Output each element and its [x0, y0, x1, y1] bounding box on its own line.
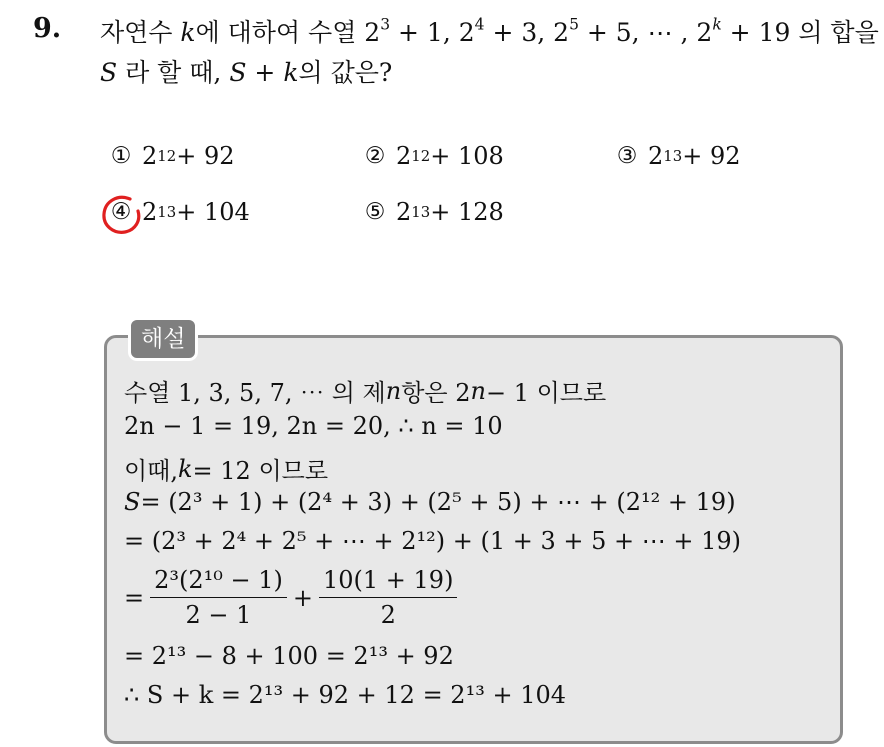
- choice-marker: ①: [110, 143, 132, 169]
- fraction-1: [150, 566, 287, 629]
- var-S: S: [100, 58, 118, 87]
- var-S: S: [229, 58, 247, 87]
- solution-line-1: [124, 373, 606, 408]
- text: 2: [142, 142, 158, 170]
- choice-1[interactable]: ① 2 12 + 92: [108, 142, 235, 170]
- solution-tag: 해설: [128, 317, 198, 361]
- numerator: 2³(2¹⁰ − 1): [150, 566, 287, 598]
- text: 의 값은?: [298, 58, 393, 87]
- choice-5[interactable]: ⑤ 2 13 + 128: [362, 198, 504, 226]
- text: + 92: [682, 142, 741, 170]
- text: + 92: [176, 142, 235, 170]
- equals-sign: =: [124, 583, 145, 612]
- text: 2: [142, 198, 158, 226]
- text: + 108: [430, 142, 504, 170]
- text: + 3, 2: [484, 18, 570, 47]
- answer-circle-icon: [100, 193, 144, 237]
- exponent: k: [712, 15, 722, 34]
- text: 2: [648, 142, 664, 170]
- solution-line-8: ∴ S + k = 2¹³ + 92 + 12 = 2¹³ + 104: [124, 681, 566, 709]
- solution-line-3: [124, 451, 328, 486]
- text: 에 대하여 수열 2: [195, 18, 381, 47]
- var-S: S: [124, 488, 141, 516]
- problem-number: 9.: [33, 13, 62, 44]
- denominator: 2: [380, 601, 396, 629]
- text: + 1, 2: [390, 18, 475, 47]
- solution-line-7: = 2¹³ − 8 + 100 = 2¹³ + 92: [124, 642, 454, 670]
- choice-2[interactable]: ② 2 12 + 108: [362, 142, 504, 170]
- text: 수열 1, 3, 5, 7, ⋯ 의 제: [124, 379, 386, 407]
- choice-4[interactable]: ④ 2 13 + 104: [108, 198, 250, 226]
- text: + 128: [430, 198, 504, 226]
- text: 항은 2: [401, 379, 471, 407]
- denominator: 2 − 1: [185, 601, 252, 629]
- var-k: k: [283, 58, 299, 87]
- solution-line-4: [124, 488, 736, 516]
- solution-line-5: = (2³ + 2⁴ + 2⁵ + ⋯ + 2¹²) + (1 + 3 + 5 + ⋯ + 19): [124, 527, 742, 555]
- text: + 5, ⋯ , 2: [578, 18, 713, 47]
- numerator: 10(1 + 19): [319, 566, 457, 598]
- var-n: n: [385, 376, 402, 405]
- text: 2: [396, 198, 412, 226]
- problem-line-2: [100, 53, 392, 89]
- text: +: [246, 58, 284, 87]
- var-k: k: [178, 454, 193, 483]
- choice-marker: ⑤: [364, 199, 386, 225]
- choice-marker: ④: [110, 199, 132, 225]
- choice-marker: ③: [616, 143, 638, 169]
- exponent: 4: [474, 15, 485, 34]
- text: 2: [396, 142, 412, 170]
- exponent: 3: [380, 15, 391, 34]
- text: − 1 이므로: [485, 379, 607, 407]
- text: + 104: [176, 198, 250, 226]
- choice-marker: ②: [364, 143, 386, 169]
- exponent: 5: [569, 15, 579, 34]
- text: 라 할 때,: [117, 58, 230, 87]
- solution-line-6: [124, 566, 463, 629]
- var-n: n: [470, 376, 486, 405]
- solution-line-2: 2n − 1 = 19, 2n = 20, ∴ n = 10: [124, 412, 503, 440]
- choice-3[interactable]: ③ 2 13 + 92: [614, 142, 741, 170]
- text: 이때,: [124, 457, 178, 485]
- fraction-2: [319, 566, 457, 629]
- problem-line-1: [100, 13, 879, 49]
- text: + 19 의 합을: [721, 18, 879, 47]
- var-k: k: [180, 18, 196, 47]
- text: 자연수: [100, 18, 181, 47]
- text: = 12 이므로: [192, 457, 329, 485]
- plus-sign: +: [292, 583, 313, 612]
- text: = (2³ + 1) + (2⁴ + 3) + (2⁵ + 5) + ⋯ + (2¹² + 19): [140, 488, 736, 516]
